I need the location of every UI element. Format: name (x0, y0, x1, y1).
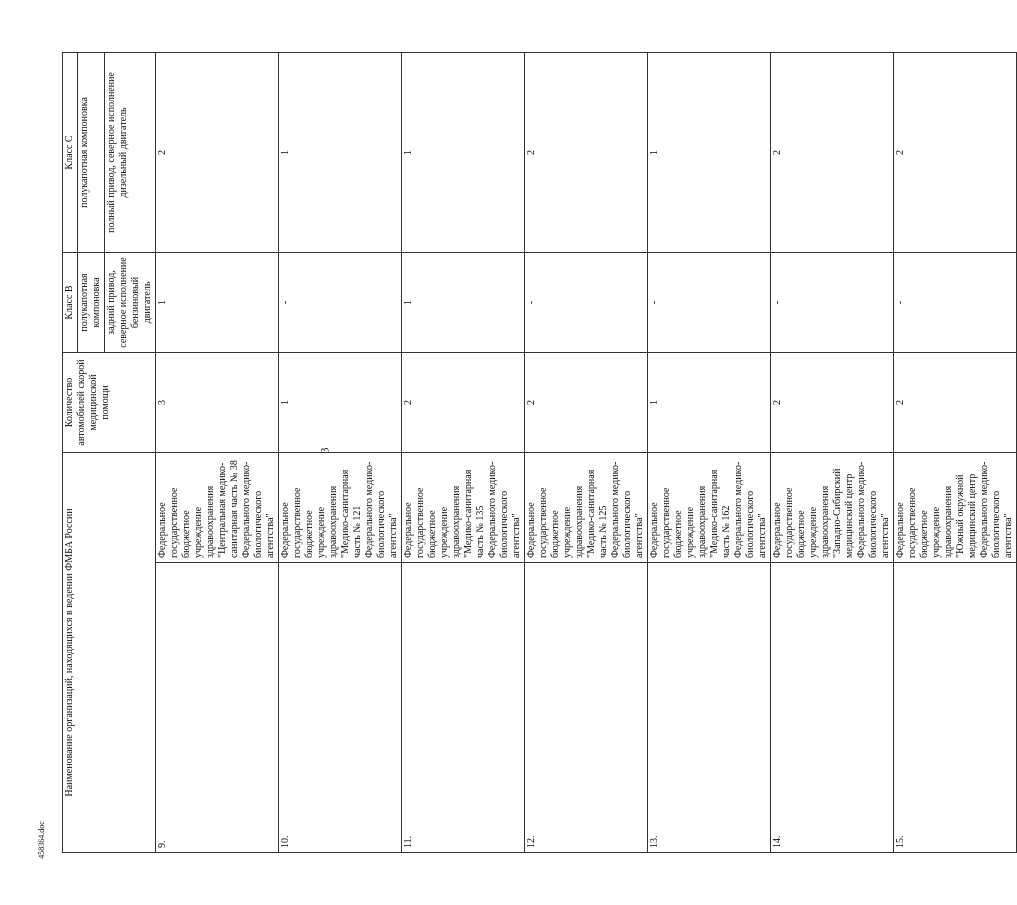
row-number: 12. (525, 563, 648, 853)
table-row (279, 52, 402, 852)
class-b-value: - (525, 252, 648, 352)
table-row (402, 52, 525, 852)
row-number: 13. (648, 563, 771, 853)
org-column-header: Наименование организаций, находящихся в ведении ФМБА России (63, 452, 156, 852)
vehicles-table (62, 52, 1017, 853)
class-c-value: 2 (525, 52, 648, 252)
organization-name: Федеральное государственное бюджетное учреждение здравоохранения "Медико-санитарная часть № 125 Федерального медико-биологического агентства" (525, 452, 648, 562)
organization-name: Федеральное государственное бюджетное учреждение здравоохранения "Западно-Сибирский медицинский центр Федерального медико-биологического агентства" (771, 452, 894, 562)
class-c-value: 1 (648, 52, 771, 252)
organization-name: Федеральное государственное бюджетное учреждение здравоохранения "Медико-санитарная часть № 162 Федерального медико-биологического агентства" (648, 452, 771, 562)
row-number: 10. (279, 563, 402, 853)
class-c-value: 1 (402, 52, 525, 252)
page-number: 3 (317, 447, 332, 454)
class-b-header: Класс В (63, 252, 78, 352)
organization-name: Федеральное государственное бюджетное учреждение здравоохранения "Южный окружной медицинский центр Федерального медико-биологического агентства" (894, 452, 1017, 562)
vehicle-count: 2 (525, 352, 648, 452)
row-number: 11. (402, 563, 525, 853)
vehicle-count: 2 (894, 352, 1017, 452)
row-number: 15. (894, 563, 1017, 853)
vehicle-count: 3 (156, 352, 279, 452)
table-row (156, 52, 279, 852)
header-row-1 (63, 52, 78, 852)
class-c-value: 2 (156, 52, 279, 252)
organization-name: Федеральное государственное бюджетное учреждение здравоохранения "Центральная медико-санитарная часть № 38 Федерального медико-биологического агентства" (156, 452, 279, 562)
class-b-value: - (771, 252, 894, 352)
table-row (648, 52, 771, 852)
rotated-table-container (62, 53, 1014, 853)
row-number: 14. (771, 563, 894, 853)
class-b-value: 1 (402, 252, 525, 352)
class-b-value: - (894, 252, 1017, 352)
document-filename: 458364.doc (37, 821, 46, 859)
organization-name: Федеральное государственное бюджетное учреждение здравоохранения "Медико-санитарная часть № 121 Федерального медико-биологического агентства" (279, 452, 402, 562)
class-c-value: 2 (771, 52, 894, 252)
organization-name: Федеральное государственное бюджетное учреждение здравоохранения "Медико-санитарная часть № 135 Федерального медико-биологического агентства" (402, 452, 525, 562)
vehicle-count: 2 (402, 352, 525, 452)
table-row (894, 52, 1017, 852)
vehicle-count: 2 (771, 352, 894, 452)
class-c-value: 2 (894, 52, 1017, 252)
class-c-spec: полный привод, северное исполнение дизельный двигатель (105, 52, 156, 252)
class-b-value: - (648, 252, 771, 352)
class-b-spec: задний привод, северное исполнение бензиновый двигатель (105, 252, 156, 352)
class-c-header: Класс С (63, 52, 78, 252)
vehicle-count: 1 (648, 352, 771, 452)
table-row (771, 52, 894, 852)
class-c-layout: полукапотная компоновка (78, 52, 105, 252)
count-column-header: Количество автомобилей скорой медицинской помощи (63, 352, 156, 452)
class-c-value: 1 (279, 52, 402, 252)
table-row (525, 52, 648, 852)
vehicle-count: 1 (279, 352, 402, 452)
class-b-value: 1 (156, 252, 279, 352)
class-b-value: - (279, 252, 402, 352)
row-number: 9. (156, 563, 279, 853)
class-b-layout: полукапотная компоновка (78, 252, 105, 352)
